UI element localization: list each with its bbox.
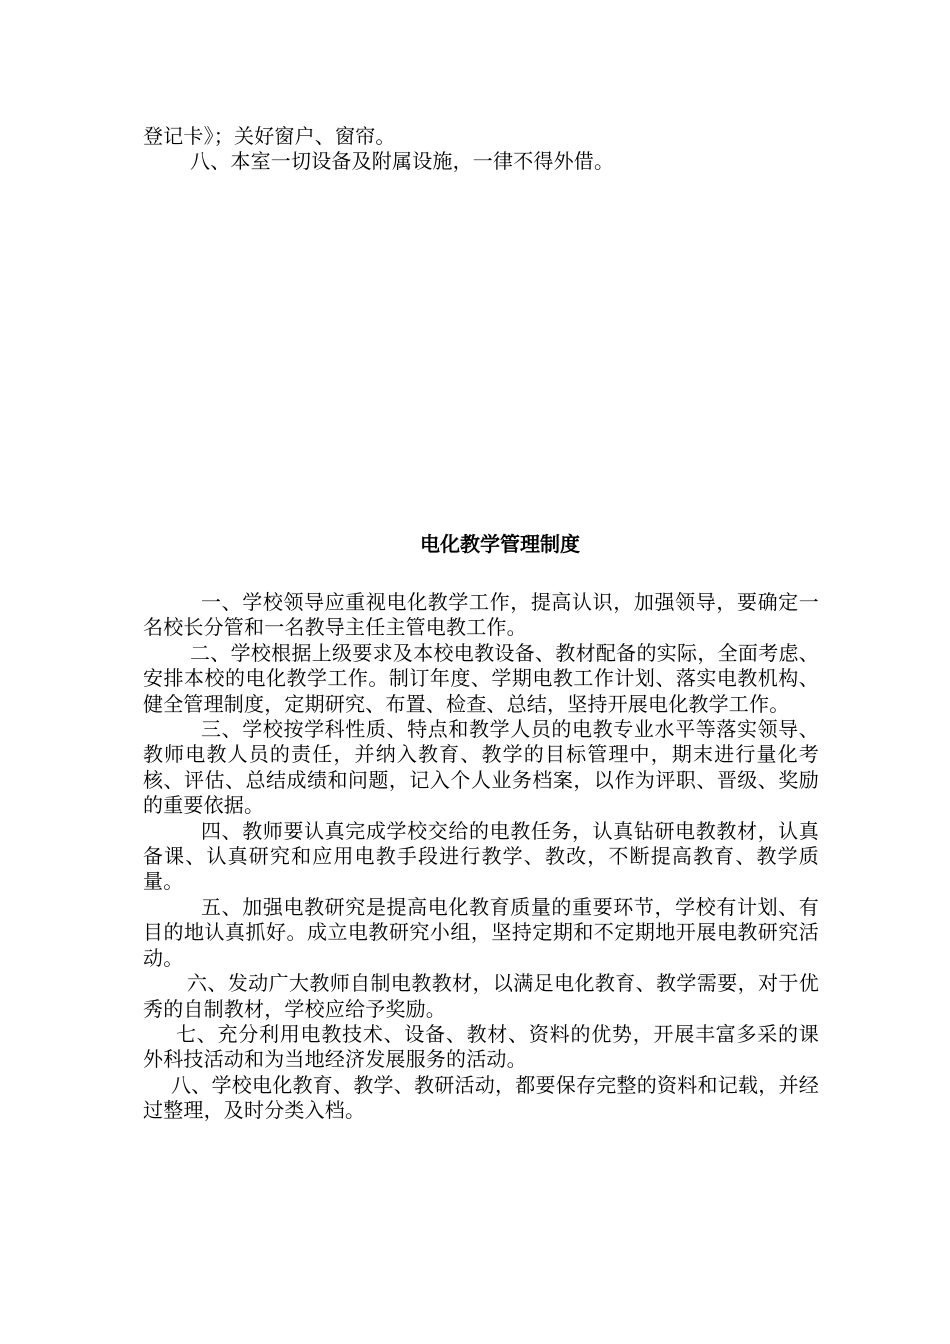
rule-item: 八、学校电化教育、教学、教研活动，都要保存完整的资料和记载，并经过整理，及时分类入档。 (143, 1072, 819, 1123)
previous-section-tail (143, 124, 819, 175)
rule-item: 一、学校领导应重视电化教学工作，提高认识，加强领导，要确定一名校长分管和一名教导主任主管电教工作。 (143, 590, 819, 640)
rule-item: 五、加强电教研究是提高电化教育质量的重要环节，学校有计划、有目的地认真抓好。成立电教研究小组，坚持定期和不定期地开展电教研究活动。 (143, 894, 819, 970)
document-title: 电化教学管理制度 (420, 532, 580, 556)
previous-section-line: 登记卡》；关好窗户、窗帘。 (143, 124, 396, 148)
rule-item: 六、发动广大教师自制电教教材，以满足电化教育、教学需要，对于优秀的自制教材，学校应给予奖励。 (143, 971, 819, 1021)
rule-item: 四、教师要认真完成学校交给的电教任务，认真钻研电教教材，认真备课、认真研究和应用电教手段进行教学、教改，不断提高教育、教学质量。 (143, 818, 819, 894)
rule-item: 二、学校根据上级要求及本校电教设备、教材配备的实际，全面考虑、安排本校的电化教学工作。制订年度、学期电教工作计划、落实电教机构、健全管理制度，定期研究、布置、检查、总结，坚持开展电化教学工作。 (143, 640, 819, 716)
previous-section-item-8: 八、本室一切设备及附属设施，一律不得外借。 (190, 149, 615, 174)
rules-list (143, 590, 819, 1124)
rule-item: 三、学校按学科性质、特点和教学人员的电教专业水平等落实领导、教师电教人员的责任，并纳入教育、教学的目标管理中，期末进行量化考核、评估、总结成绩和问题，记入个人业务档案，以作为评职、晋级、奖励的重要依据。 (143, 717, 819, 818)
rule-item: 七、充分利用电教技术、设备、教材、资料的优势，开展丰富多采的课外科技活动和为当地经济发展服务的活动。 (143, 1021, 819, 1072)
